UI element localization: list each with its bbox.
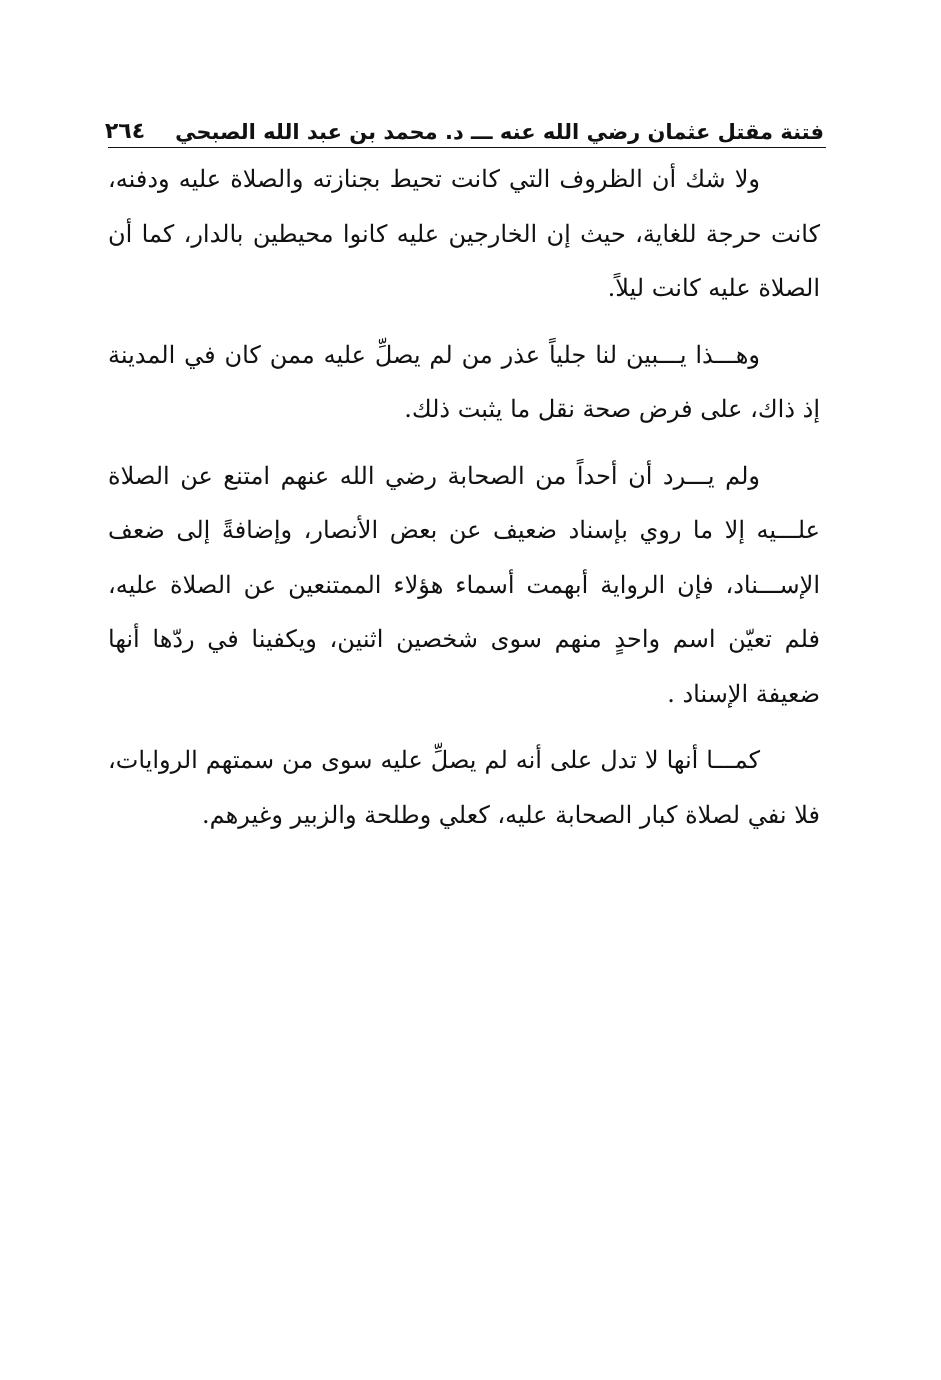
paragraph: ولم يـــرد أن أحداً من الصحابة رضي الله عنهم امتنع عن الصلاة علـــيه إلا ما روي بإسناد ضعيف عن بعض الأنصار، وإضافةً إلى ضعف الإســـناد، فإن الرواية أبهمت أسماء هؤلاء الممتنعين عن الصلاة عليه، فلم تعيّن اسم واحدٍ منهم سوى شخصين اثنين، ويكفينا في ردّها أنها ضعيفة الإسناد . [108, 461, 820, 708]
page-number: ٢٦٤ [104, 119, 146, 144]
running-header-title: فتنة مقتل عثمان رضي الله عنه ـــ د. محمد بن عبد الله الصبحي [175, 120, 824, 144]
paragraph: وهـــذا يـــبين لنا جلياً عذر من لم يصلِّ عليه ممن كان في المدينة إذ ذاك، على فرض صحة نقل ما يثبت ذلك. [108, 340, 820, 423]
header-divider [108, 147, 826, 148]
running-header [104, 106, 824, 146]
paragraph: كمـــا أنها لا تدل على أنه لم يصلِّ عليه سوى من سمتهم الروايات، فلا نفي لصلاة كبار الصحابة عليه، كعلي وطلحة والزبير وغيرهم. [108, 746, 820, 829]
body-text [108, 152, 820, 854]
paragraph: ولا شك أن الظروف التي كانت تحيط بجنازته والصلاة عليه ودفنه، كانت حرجة للغاية، حيث إن الخارجين عليه كانوا محيطين بالدار، كما أن الصلاة عليه كانت ليلاً. [108, 165, 820, 302]
